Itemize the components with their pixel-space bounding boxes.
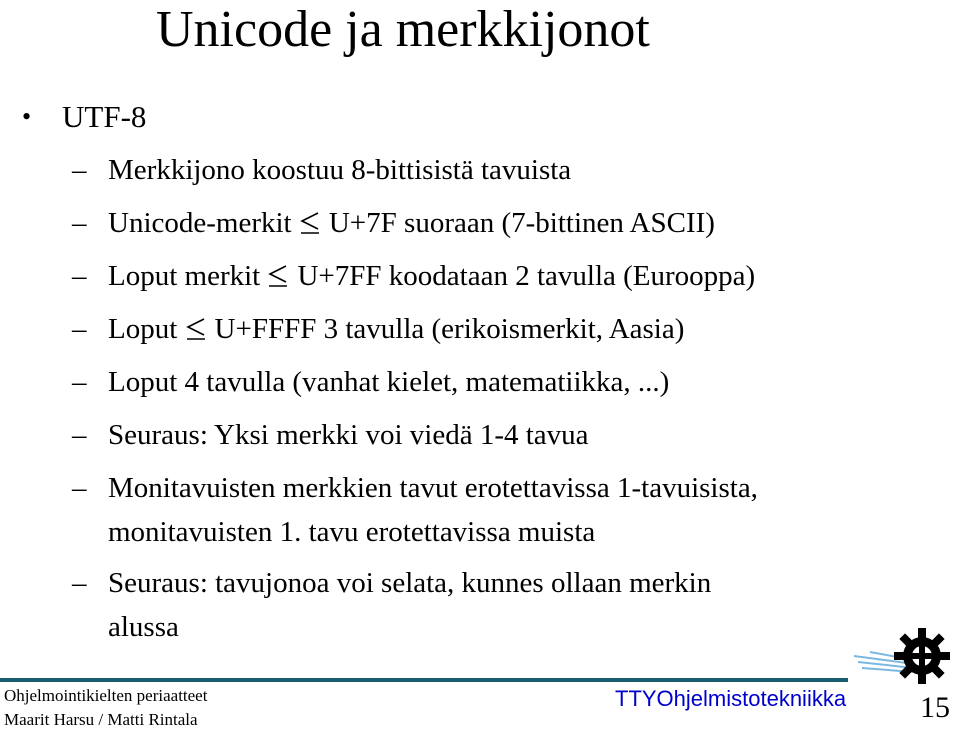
list-item-text: Seuraus: tavujonoa voi selata, kunnes ollaan merkin	[108, 567, 712, 599]
dash-icon: –	[72, 419, 87, 451]
footer-course: Ohjelmointikielten periaatteet	[4, 686, 208, 705]
less-equal-icon	[185, 316, 207, 340]
list-item-line	[108, 203, 715, 243]
dash-icon: –	[72, 567, 87, 599]
bullet-label: UTF-8	[62, 99, 147, 134]
footer-divider	[0, 678, 848, 682]
list-item-rest: U+7FF koodataan 2 tavulla (Eurooppa)	[297, 260, 756, 292]
list-item-text: Merkkijono koostuu 8-bittisistä tavuista	[108, 154, 572, 186]
dash-icon: –	[72, 472, 87, 504]
tty-logo-icon	[852, 626, 956, 690]
list-item-text: Monitavuisten merkkien tavut erotettavissa 1-tavuisista,	[108, 472, 758, 504]
list-item-line	[108, 256, 755, 296]
list-item-text-continued: monitavuisten 1. tavu erotettavissa muista	[108, 516, 596, 548]
list-item-text: Unicode-merkit	[108, 207, 292, 239]
less-equal-icon	[267, 263, 289, 287]
dash-icon: –	[72, 366, 87, 398]
bullet-dot-icon: •	[22, 102, 32, 131]
dash-icon: –	[72, 313, 87, 345]
list-item-line	[108, 309, 684, 349]
dash-icon: –	[72, 260, 87, 292]
list-item-rest: U+7F suoraan (7-bittinen ASCII)	[328, 207, 715, 239]
footer-authors: Maarit Harsu / Matti Rintala	[4, 710, 198, 729]
list-item-rest: U+FFFF 3 tavulla (erikoismerkit, Aasia)	[214, 313, 685, 345]
dash-icon: –	[72, 207, 87, 239]
dash-icon: –	[72, 154, 87, 186]
list-item-text: Seuraus: Yksi merkki voi viedä 1-4 tavua	[108, 419, 589, 451]
list-item-text: Loput 4 tavulla (vanhat kielet, matematiikka, ...)	[108, 366, 670, 398]
footer-brand: TTYOhjelmistotekniikka	[615, 686, 847, 711]
less-equal-icon	[299, 210, 321, 234]
list-item-text-continued: alussa	[108, 611, 179, 643]
list-item-text: Loput merkit	[108, 260, 261, 292]
slide-title: Unicode ja merkkijonot	[156, 1, 650, 58]
page-number: 15	[920, 691, 950, 724]
list-item-text: Loput	[108, 313, 178, 345]
